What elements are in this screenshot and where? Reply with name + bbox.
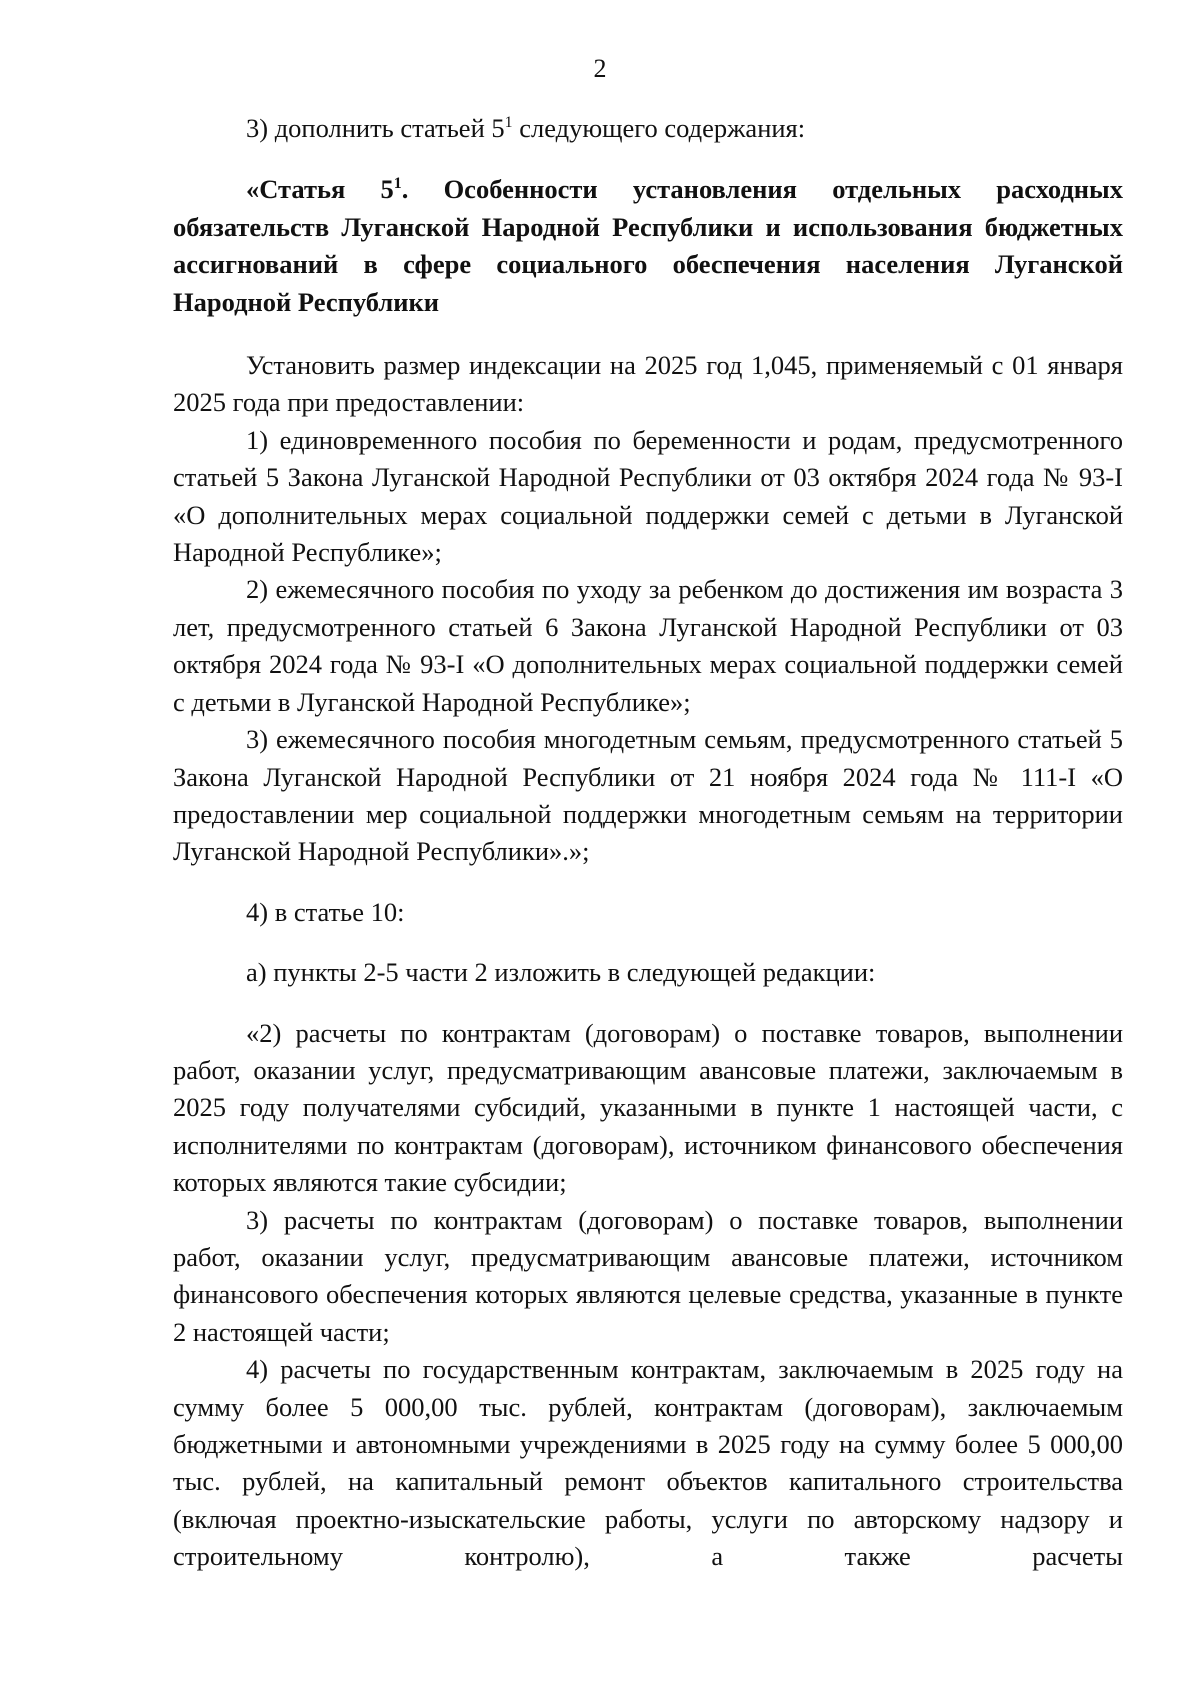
amendment-subitem-a: а) пункты 2-5 части 2 изложить в следующей редакции: [246,957,876,988]
new-point-3: 3) расчеты по контрактам (договорам) о поставке товаров, выполнении работ, оказании услуг, предусматривающим авансовые платежи, источником финансового обеспечения которых являются целевые средства, указанные в пункте 2 настоящей части; [173,1204,1123,1347]
page-number: 2 [593,54,607,83]
article-item-3: 3) ежемесячного пособия многодетным семьям, предусмотренного статьей 5 Закона Луганской Народной Республики от 21 ноября 2024 года № 111-I «О предоставлении мер социальной поддержки многодетным семьям на территории Луганской Народной Республики».»; [173,724,1123,867]
article-intro-paragraph: Установить размер индексации на 2025 год 1,045, применяемый с 01 января 2025 года при предоставлении: [173,350,1123,418]
article-item-2: 2) ежемесячного пособия по уходу за ребенком до достижения им возраста 3 лет, предусмотренного статьей 6 Закона Луганской Народной Республики от 03 октября 2024 года № 93-I «О дополнительных мерах социальной поддержки семей с детьми в Луганской Народной Республике»; [173,574,1123,717]
new-point-4: 4) расчеты по государственным контрактам, заключаемым в 2025 году на сумму более 5 000,00 тыс. рублей, контрактам (договорам), заключаемым бюджетными и автономными учреждениями в 2025 году на сумму более 5 000,00 тыс. рублей, на капитальный ремонт объектов капитального строительства (включая проектно-изыскательские работы, услуги по авторскому надзору и строительному контролю), а также расчеты [173,1354,1123,1572]
superscript: 1 [393,175,402,193]
new-point-2: «2) расчеты по контрактам (договорам) о поставке товаров, выполнении работ, оказании услуг, предусматривающим авансовые платежи, заключаемым в 2025 году получателями субсидий, указанными в пункте 1 настоящей части, с исполнителями по контрактам (договорам), источником финансового обеспечения которых являются такие субсидии; [173,1017,1123,1198]
amendment-item-4-intro: 4) в статье 10: [246,896,405,927]
superscript: 1 [504,114,513,132]
amendment-item-3-text-before: 3) дополнить статьей 5 [246,113,505,143]
article-heading-after: . Особенности установления отдельных расходных обязательств Луганской Народной Республики и использования бюджетных ассигнований в сфере социального обеспечения населения Луганской Народной Республики [173,174,1123,317]
article-heading-before: «Статья 5 [246,174,394,205]
document-body [173,110,1123,1576]
article-heading [173,171,1123,321]
amendment-item-3-intro [173,110,1123,147]
article-item-1: 1) единовременного пособия по беременности и родам, предусмотренного статьей 5 Закона Луганской Народной Республики от 03 октября 2024 года № 93-I «О дополнительных мерах социальной поддержки семей с детьми в Луганской Народной Республике»; [173,424,1123,568]
amendment-item-3-text-after: следующего содержания: [512,113,806,143]
